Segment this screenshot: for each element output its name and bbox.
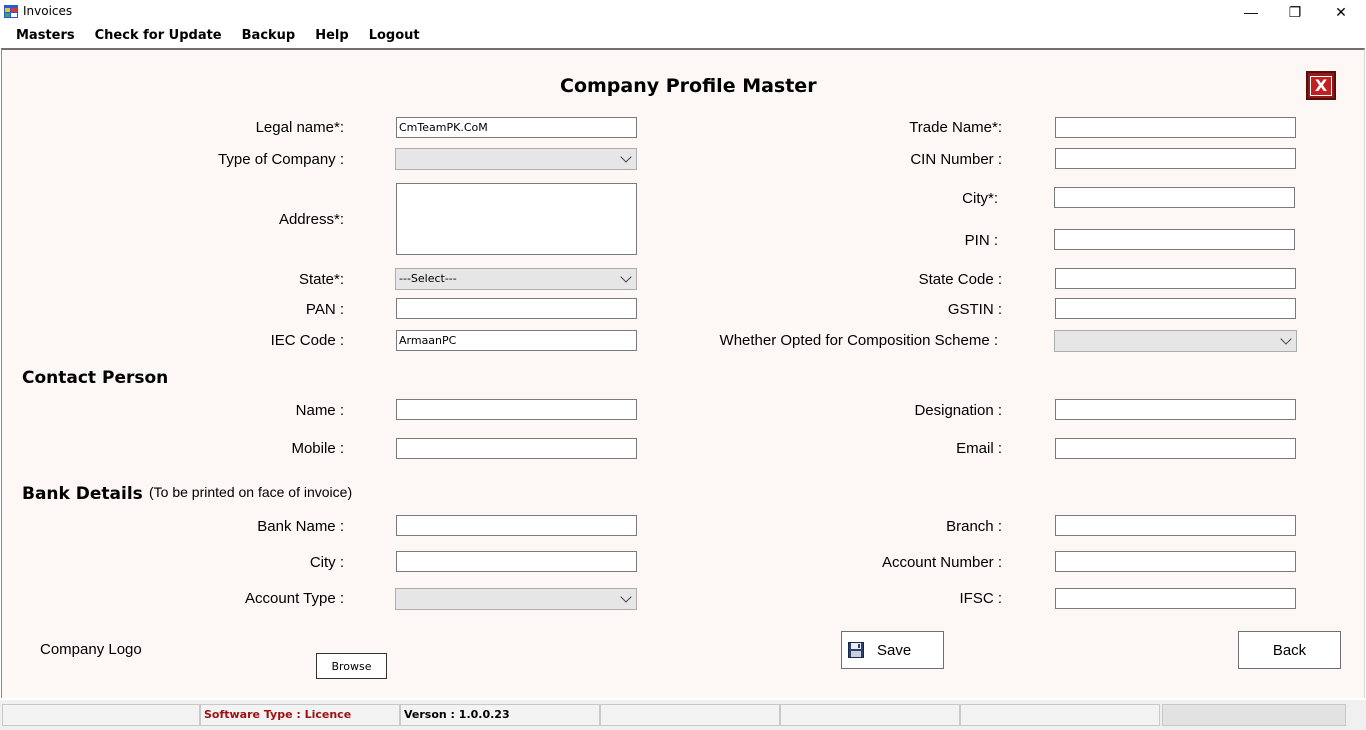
composition-label: Whether Opted for Composition Scheme :: [719, 332, 998, 349]
pin-label: PIN :: [964, 232, 998, 249]
account-type-select[interactable]: [395, 588, 637, 610]
menu-backup[interactable]: Backup: [241, 28, 296, 43]
pan-input[interactable]: [396, 298, 637, 319]
maximize-icon[interactable]: ❐: [1288, 3, 1302, 20]
save-icon: [848, 642, 864, 658]
bank-city-input[interactable]: [396, 551, 637, 572]
contact-person-heading: Contact Person: [22, 368, 169, 388]
type-of-company-label: Type of Company :: [218, 151, 344, 168]
state-code-input[interactable]: [1055, 268, 1296, 289]
state-select[interactable]: [395, 268, 637, 290]
contact-name-input[interactable]: [396, 399, 637, 420]
state-label: State*:: [298, 271, 344, 288]
iec-code-input[interactable]: ArmaanPC: [396, 330, 637, 351]
back-button-label: Back: [1272, 641, 1307, 659]
contact-name-label: Name :: [295, 402, 344, 419]
menu-help[interactable]: Help: [315, 28, 349, 43]
cin-number-input[interactable]: [1055, 148, 1296, 169]
status-version: Verson : 1.0.0.23: [400, 704, 600, 726]
app-icon: [4, 5, 18, 18]
save-button-label: Save: [877, 641, 912, 659]
menu-bar: [0, 24, 1366, 48]
account-number-input[interactable]: [1055, 551, 1296, 572]
branch-input[interactable]: [1055, 515, 1296, 536]
trade-name-label: Trade Name*:: [909, 119, 1002, 136]
chevron-down-icon: [620, 271, 631, 282]
status-panel-empty-4: [960, 704, 1160, 726]
close-form-button[interactable]: [1306, 71, 1336, 100]
gstin-input[interactable]: [1055, 298, 1296, 319]
bank-details-heading: Bank Details: [22, 484, 143, 504]
browse-button-label: Browse: [331, 659, 372, 673]
window-title: Invoices: [23, 4, 73, 18]
type-of-company-select[interactable]: [395, 148, 637, 170]
bank-name-label: Bank Name :: [257, 518, 344, 535]
page-title: Company Profile Master: [560, 75, 817, 97]
composition-select[interactable]: [1054, 330, 1297, 352]
designation-input[interactable]: [1055, 399, 1296, 420]
menu-logout[interactable]: Logout: [368, 28, 420, 43]
status-panel-empty-1: [2, 704, 200, 726]
email-label: Email :: [956, 440, 1002, 457]
trade-name-input[interactable]: [1055, 117, 1296, 138]
minimize-icon[interactable]: —: [1244, 4, 1258, 20]
chevron-down-icon: [620, 151, 631, 162]
account-type-label: Account Type :: [245, 590, 344, 607]
menu-masters[interactable]: Masters: [16, 28, 75, 43]
pin-input[interactable]: [1054, 229, 1295, 250]
bank-city-label: City :: [309, 554, 344, 571]
legal-name-label: Legal name*:: [255, 119, 344, 136]
close-icon: X: [1310, 76, 1332, 96]
save-button[interactable]: [841, 631, 944, 669]
bank-name-input[interactable]: [396, 515, 637, 536]
state-code-label: State Code :: [918, 271, 1002, 288]
status-panel-empty-3: [780, 704, 960, 726]
contact-mobile-input[interactable]: [396, 438, 637, 459]
chevron-down-icon: [620, 591, 631, 602]
ifsc-input[interactable]: [1055, 588, 1296, 609]
legal-name-input[interactable]: CmTeamPK.CoM: [396, 117, 637, 138]
status-software-type: Software Type : Licence: [200, 704, 400, 726]
cin-number-label: CIN Number :: [910, 151, 1002, 168]
address-textarea[interactable]: [396, 183, 637, 255]
city-input[interactable]: [1054, 187, 1295, 208]
chevron-down-icon: [1280, 333, 1291, 344]
ifsc-label: IFSC :: [959, 590, 1002, 607]
branch-label: Branch :: [946, 518, 1002, 535]
company-logo-label: Company Logo: [40, 641, 142, 658]
back-button[interactable]: [1238, 631, 1341, 669]
gstin-label: GSTIN :: [947, 301, 1002, 318]
contact-mobile-label: Mobile :: [291, 440, 344, 457]
pan-label: PAN :: [305, 301, 344, 318]
menu-check-for-update[interactable]: Check for Update: [94, 28, 222, 43]
state-value: ---Select---: [399, 272, 457, 285]
status-panel-empty-2: [600, 704, 780, 726]
title-bar: [0, 0, 1366, 24]
iec-code-label: IEC Code :: [270, 332, 344, 349]
account-number-label: Account Number :: [881, 554, 1002, 571]
bank-details-note: (To be printed on face of invoice): [149, 484, 353, 500]
city-label: City*:: [962, 190, 998, 207]
designation-label: Designation :: [914, 402, 1002, 419]
status-progress: [1162, 704, 1346, 726]
close-window-icon[interactable]: ✕: [1335, 3, 1347, 20]
email-input[interactable]: [1055, 438, 1296, 459]
browse-button[interactable]: [316, 653, 387, 679]
address-label: Address*:: [278, 211, 344, 228]
